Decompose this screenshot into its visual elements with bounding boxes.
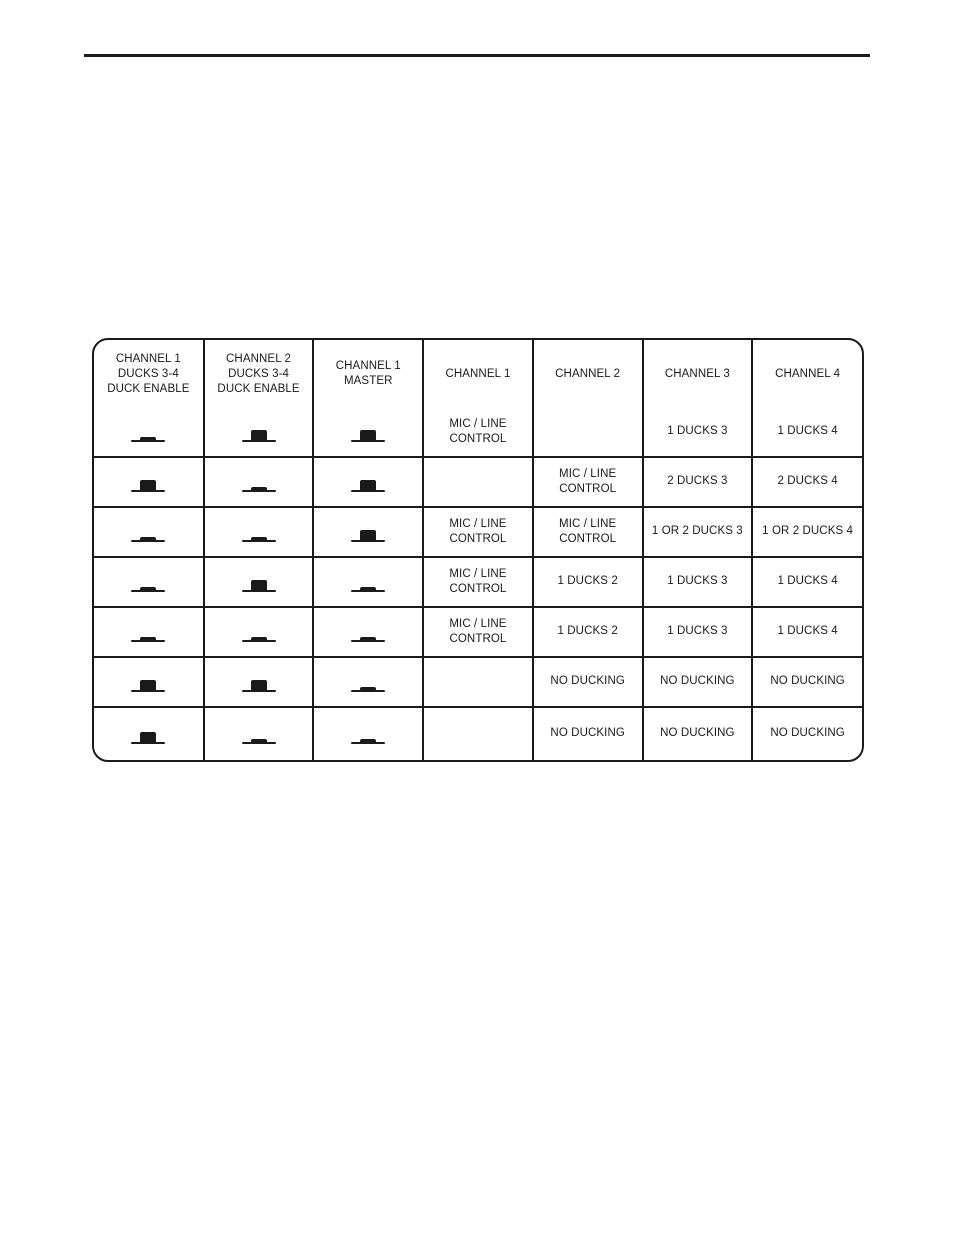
toggle-switch-down-icon: [131, 626, 165, 644]
ch1-cell: MIC / LINE CONTROL: [423, 408, 533, 457]
header-channel-2: CHANNEL 2: [533, 340, 643, 408]
switch-cell: [204, 607, 314, 657]
switch-cell: [204, 707, 314, 760]
table-row: [94, 657, 862, 707]
switch-cell: [313, 707, 423, 760]
table-row: [94, 457, 862, 507]
switch-cell: [313, 408, 423, 457]
switch-cell: [313, 457, 423, 507]
switch-cell: [94, 707, 204, 760]
toggle-switch-down-icon: [242, 526, 276, 544]
ch3-cell: NO DUCKING: [643, 707, 753, 760]
ch1-cell: MIC / LINE CONTROL: [423, 607, 533, 657]
ch1-cell: MIC / LINE CONTROL: [423, 507, 533, 557]
header-row: [94, 340, 862, 408]
table-body: [94, 408, 862, 760]
toggle-switch-down-icon: [131, 576, 165, 594]
ch2-cell: NO DUCKING: [533, 707, 643, 760]
ch2-cell: 1 DUCKS 2: [533, 557, 643, 607]
ch3-cell: 1 DUCKS 3: [643, 408, 753, 457]
switch-cell: [94, 607, 204, 657]
toggle-switch-down-icon: [131, 426, 165, 444]
toggle-switch-up-icon: [242, 576, 276, 594]
ch2-cell: MIC / LINE CONTROL: [533, 507, 643, 557]
toggle-switch-down-icon: [351, 626, 385, 644]
table-row: [94, 408, 862, 457]
header-ch2-ducks-enable: CHANNEL 2 DUCKS 3-4 DUCK ENABLE: [204, 340, 314, 408]
switch-cell: [204, 457, 314, 507]
ch4-cell: 1 DUCKS 4: [752, 408, 862, 457]
toggle-switch-up-icon: [131, 728, 165, 746]
ch4-cell: NO DUCKING: [752, 657, 862, 707]
top-rule: [84, 54, 870, 57]
toggle-switch-down-icon: [131, 526, 165, 544]
ch1-cell: [423, 457, 533, 507]
header-ch1-ducks-enable: CHANNEL 1 DUCKS 3-4 DUCK ENABLE: [94, 340, 204, 408]
switch-cell: [94, 408, 204, 457]
ch1-cell: [423, 707, 533, 760]
table-row: [94, 707, 862, 760]
toggle-switch-down-icon: [351, 728, 385, 746]
ducking-table-frame: [92, 338, 864, 762]
toggle-switch-up-icon: [351, 526, 385, 544]
switch-cell: [204, 557, 314, 607]
ch4-cell: 1 DUCKS 4: [752, 607, 862, 657]
switch-cell: [204, 507, 314, 557]
ch3-cell: 1 OR 2 DUCKS 3: [643, 507, 753, 557]
switch-cell: [313, 507, 423, 557]
table-row: [94, 557, 862, 607]
toggle-switch-up-icon: [131, 476, 165, 494]
header-ch1-master: CHANNEL 1 MASTER: [313, 340, 423, 408]
ch1-cell: MIC / LINE CONTROL: [423, 557, 533, 607]
toggle-switch-down-icon: [351, 676, 385, 694]
ch2-cell: MIC / LINE CONTROL: [533, 457, 643, 507]
toggle-switch-down-icon: [242, 476, 276, 494]
toggle-switch-up-icon: [242, 676, 276, 694]
ch4-cell: NO DUCKING: [752, 707, 862, 760]
switch-cell: [94, 657, 204, 707]
ch3-cell: 2 DUCKS 3: [643, 457, 753, 507]
switch-cell: [204, 408, 314, 457]
ch2-cell: 1 DUCKS 2: [533, 607, 643, 657]
ch4-cell: 2 DUCKS 4: [752, 457, 862, 507]
table-row: [94, 607, 862, 657]
switch-cell: [204, 657, 314, 707]
toggle-switch-down-icon: [242, 626, 276, 644]
ch4-cell: 1 OR 2 DUCKS 4: [752, 507, 862, 557]
ch2-cell: [533, 408, 643, 457]
toggle-switch-up-icon: [351, 476, 385, 494]
ch3-cell: 1 DUCKS 3: [643, 607, 753, 657]
toggle-switch-down-icon: [351, 576, 385, 594]
ch3-cell: 1 DUCKS 3: [643, 557, 753, 607]
table-row: [94, 507, 862, 557]
switch-cell: [94, 457, 204, 507]
header-channel-3: CHANNEL 3: [643, 340, 753, 408]
ch2-cell: NO DUCKING: [533, 657, 643, 707]
switch-cell: [313, 657, 423, 707]
ch1-cell: [423, 657, 533, 707]
toggle-switch-up-icon: [242, 426, 276, 444]
toggle-switch-down-icon: [242, 728, 276, 746]
switch-cell: [94, 507, 204, 557]
header-channel-4: CHANNEL 4: [752, 340, 862, 408]
ch4-cell: 1 DUCKS 4: [752, 557, 862, 607]
toggle-switch-up-icon: [131, 676, 165, 694]
ducking-table: [94, 340, 862, 760]
switch-cell: [313, 607, 423, 657]
ch3-cell: NO DUCKING: [643, 657, 753, 707]
header-channel-1: CHANNEL 1: [423, 340, 533, 408]
switch-cell: [313, 557, 423, 607]
toggle-switch-up-icon: [351, 426, 385, 444]
switch-cell: [94, 557, 204, 607]
